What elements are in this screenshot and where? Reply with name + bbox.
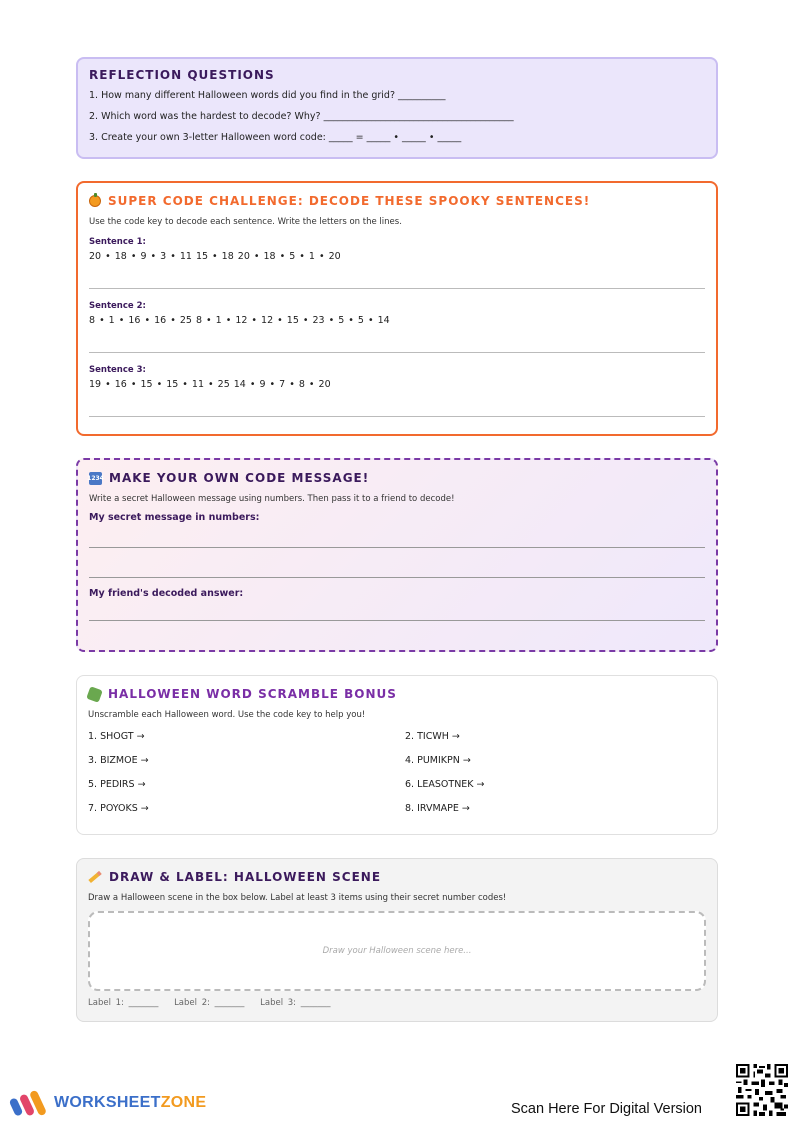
sentence-1-code: 20 • 18 • 9 • 3 • 11 15 • 18 20 • 18 • 5 • 1 • 20: [89, 251, 341, 262]
drawing-placeholder: Draw your Halloween scene here...: [322, 946, 472, 956]
makecode-heading: [89, 471, 705, 485]
sentence-2-answer-line[interactable]: [89, 352, 705, 353]
logo-wordmark: [54, 1094, 206, 1112]
friend-answer-line[interactable]: [89, 599, 705, 621]
logo-mark-icon: [10, 1090, 46, 1116]
puzzle-piece-icon: [86, 686, 103, 703]
scramble-item: 3. BIZMOE →: [88, 755, 149, 766]
pencil-icon: [88, 871, 101, 883]
secret-message-line-2[interactable]: [89, 548, 705, 578]
worksheetzone-logo[interactable]: [10, 1090, 206, 1116]
makecode-instructions: Write a secret Halloween message using numbers. Then pass it to a friend to decode!: [89, 494, 455, 504]
make-code-section: [76, 458, 718, 652]
scramble-item: 1. SHOGT →: [88, 731, 145, 742]
logo-word-part1: WORKSHEET: [54, 1094, 161, 1111]
draw-label-section: [76, 858, 718, 1022]
qr-code-icon[interactable]: [734, 1062, 790, 1118]
label-2-blank[interactable]: Label 2: _______: [174, 998, 245, 1008]
sentence-2-code: 8 • 1 • 16 • 16 • 25 8 • 1 • 12 • 12 • 15 • 23 • 5 • 5 • 14: [89, 315, 390, 326]
numbers-icon: 1234: [89, 472, 102, 485]
challenge-title: SUPER CODE CHALLENGE: DECODE THESE SPOOKY SENTENCES!: [108, 194, 591, 208]
reflection-question-2: 2. Which word was the hardest to decode? Why? ________________________________________: [89, 111, 514, 122]
challenge-heading: [89, 194, 705, 208]
logo-word-part2: ZONE: [160, 1094, 207, 1111]
draw-title: DRAW & LABEL: HALLOWEEN SCENE: [109, 870, 382, 884]
sentence-2-label: Sentence 2:: [89, 301, 146, 311]
drawing-area[interactable]: [88, 911, 706, 991]
label-blanks: [88, 998, 706, 1008]
sentence-3-answer-line[interactable]: [89, 416, 705, 417]
reflection-question-1: 1. How many different Halloween words did you find in the grid? __________: [89, 90, 446, 101]
scramble-item: 6. LEASOTNEK →: [405, 779, 485, 790]
challenge-instructions: Use the code key to decode each sentence. Write the letters on the lines.: [89, 217, 402, 227]
scramble-item: 2. TICWH →: [405, 731, 460, 742]
scramble-grid: [88, 731, 706, 814]
reflection-section: [76, 57, 718, 159]
scramble-item: 5. PEDIRS →: [88, 779, 146, 790]
scramble-title: HALLOWEEN WORD SCRAMBLE BONUS: [108, 687, 397, 701]
scramble-item: 4. PUMIKPN →: [405, 755, 471, 766]
code-challenge-section: [76, 181, 718, 436]
reflection-title: REFLECTION QUESTIONS: [89, 68, 275, 82]
label-1-blank[interactable]: Label 1: _______: [88, 998, 159, 1008]
scramble-heading: [88, 687, 706, 701]
sentence-3-label: Sentence 3:: [89, 365, 146, 375]
sentence-1-label: Sentence 1:: [89, 237, 146, 247]
draw-heading: [88, 870, 706, 884]
scan-text: Scan Here For Digital Version: [511, 1101, 702, 1117]
friend-answer-label: My friend's decoded answer:: [89, 588, 244, 599]
scramble-item: 8. IRVMAPE →: [405, 803, 470, 814]
scramble-instructions: Unscramble each Halloween word. Use the code key to help you!: [88, 710, 366, 720]
draw-instructions: Draw a Halloween scene in the box below. Label at least 3 items using their secret number codes!: [88, 893, 507, 903]
word-scramble-section: [76, 675, 718, 835]
makecode-title: MAKE YOUR OWN CODE MESSAGE!: [109, 471, 370, 485]
secret-message-label: My secret message in numbers:: [89, 512, 260, 523]
reflection-question-3: 3. Create your own 3-letter Halloween word code: _____ = _____ • _____ • _____: [89, 132, 462, 143]
pumpkin-icon: [89, 195, 101, 207]
secret-message-line-1[interactable]: [89, 523, 705, 548]
sentence-3-code: 19 • 16 • 15 • 15 • 11 • 25 14 • 9 • 7 • 8 • 20: [89, 379, 331, 390]
scramble-item: 7. POYOKS →: [88, 803, 149, 814]
sentence-1-answer-line[interactable]: [89, 288, 705, 289]
label-3-blank[interactable]: Label 3: _______: [260, 998, 331, 1008]
